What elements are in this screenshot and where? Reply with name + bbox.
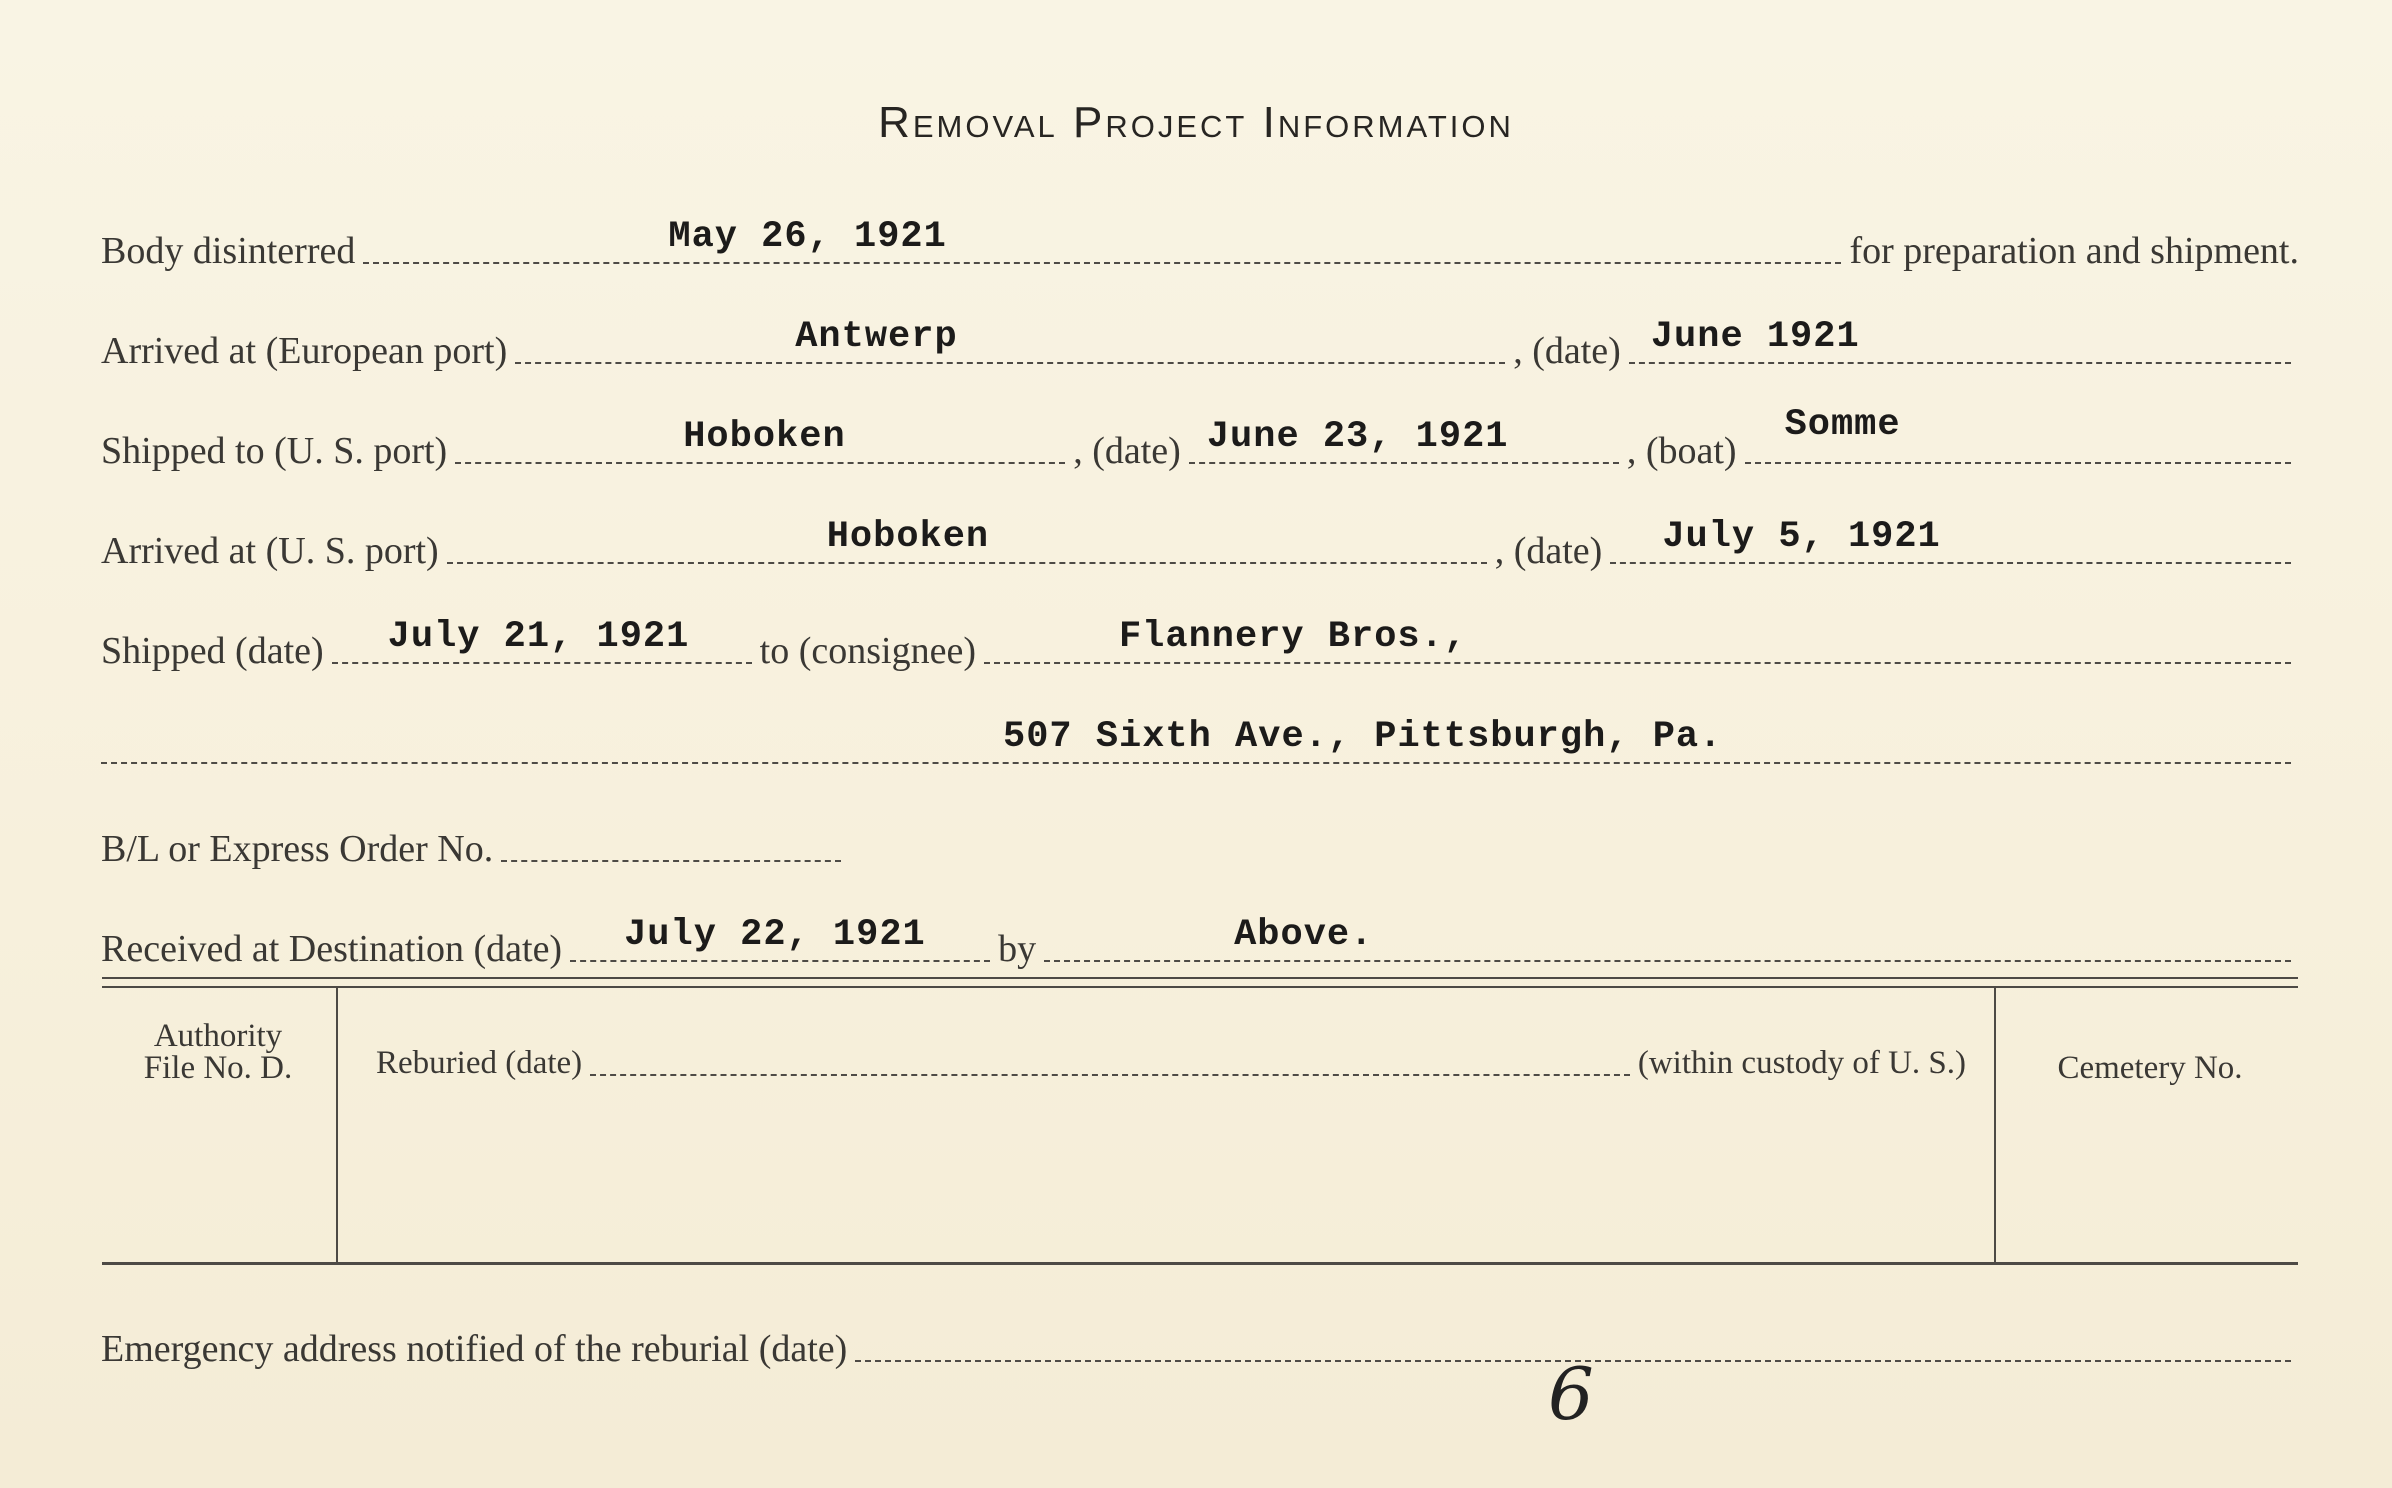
cemetery-no-label: Cemetery No. — [2057, 1050, 2243, 1086]
boat-label: , (boat) — [1626, 430, 1737, 472]
table-divider-left — [336, 988, 338, 1262]
shipped-date-label: Shipped (date) — [101, 630, 324, 672]
emergency-label: Emergency address notified of the reburial (date) — [101, 1328, 848, 1370]
card-title: Removal Project Information — [878, 98, 1514, 147]
row-consignee-address — [101, 714, 2299, 773]
file-no-label: File No. D. — [143, 1050, 293, 1086]
reburied-field — [590, 1038, 1630, 1076]
table-top-double-rule — [102, 977, 2298, 988]
row-arrived-us-port — [101, 514, 2299, 573]
shipped-us-port-field — [455, 414, 1065, 464]
european-port-date-label: , (date) — [1513, 330, 1621, 372]
arrived-us-date: July 5, 1921 — [1662, 516, 1941, 558]
received-label: Received at Destination (date) — [101, 928, 563, 970]
arrived-us-date-label: , (date) — [1494, 530, 1603, 572]
disinterred-field — [363, 214, 1841, 264]
european-port-field — [515, 314, 1505, 364]
shipped-us-date: June 23, 1921 — [1206, 416, 1509, 458]
shipped-us-port-value: Hoboken — [683, 416, 846, 458]
consignee-label: to (consignee) — [759, 630, 976, 672]
bl-field — [501, 812, 841, 862]
shipped-us-date-label: , (date) — [1073, 430, 1181, 472]
european-port-label: Arrived at (European port) — [101, 330, 508, 372]
reburied-label: Reburied (date) — [376, 1045, 583, 1081]
received-date-field — [570, 912, 990, 962]
authority-file-cell — [118, 1020, 318, 1084]
row-reburied — [376, 1038, 1966, 1082]
row-received — [101, 912, 2299, 971]
table-bottom-rule — [102, 1262, 2298, 1265]
custody-label: (within custody of U. S.) — [1637, 1045, 1966, 1081]
row-shipped-us-port — [101, 404, 2299, 473]
arrived-us-date-field — [1610, 514, 2291, 564]
row-european-port — [101, 314, 2299, 373]
consignee-address: 507 Sixth Ave., Pittsburgh, Pa. — [1003, 716, 1723, 758]
authority-label: Authority — [153, 1018, 283, 1054]
received-by-field — [1044, 912, 2291, 962]
consignee-address-field — [101, 714, 2291, 764]
received-date: July 22, 1921 — [624, 914, 926, 956]
received-by-label: by — [998, 928, 1037, 970]
shipped-us-date-field — [1189, 414, 1619, 464]
arrived-us-port-field — [447, 514, 1487, 564]
consignee-value: Flannery Bros., — [1118, 616, 1468, 658]
table-divider-right — [1994, 988, 1996, 1262]
european-port-date-field — [1629, 314, 2291, 364]
arrived-us-port-value: Hoboken — [826, 516, 990, 558]
row-shipped — [101, 614, 2299, 673]
disinterred-date: May 26, 1921 — [668, 216, 947, 258]
row-emergency — [101, 1312, 2299, 1371]
boat-value: Somme — [1784, 404, 1901, 446]
bl-label: B/L or Express Order No. — [101, 828, 494, 870]
row-bl — [101, 812, 1201, 871]
shipped-date-field — [332, 614, 752, 664]
disinterred-suffix: for preparation and shipment. — [1849, 230, 2299, 272]
european-port-date: June 1921 — [1650, 316, 1860, 358]
shipped-date: July 21, 1921 — [387, 616, 690, 658]
european-port-value: Antwerp — [795, 316, 958, 358]
arrived-us-port-label: Arrived at (U. S. port) — [101, 530, 439, 572]
received-by: Above. — [1234, 914, 1374, 956]
row-disinterred — [101, 214, 2299, 273]
shipped-us-port-label: Shipped to (U. S. port) — [101, 430, 448, 472]
handwritten-page-mark: 6 — [1548, 1352, 1594, 1436]
consignee-field — [984, 614, 2291, 664]
boat-field — [1745, 404, 2291, 464]
disinterred-label: Body disinterred — [101, 230, 356, 272]
